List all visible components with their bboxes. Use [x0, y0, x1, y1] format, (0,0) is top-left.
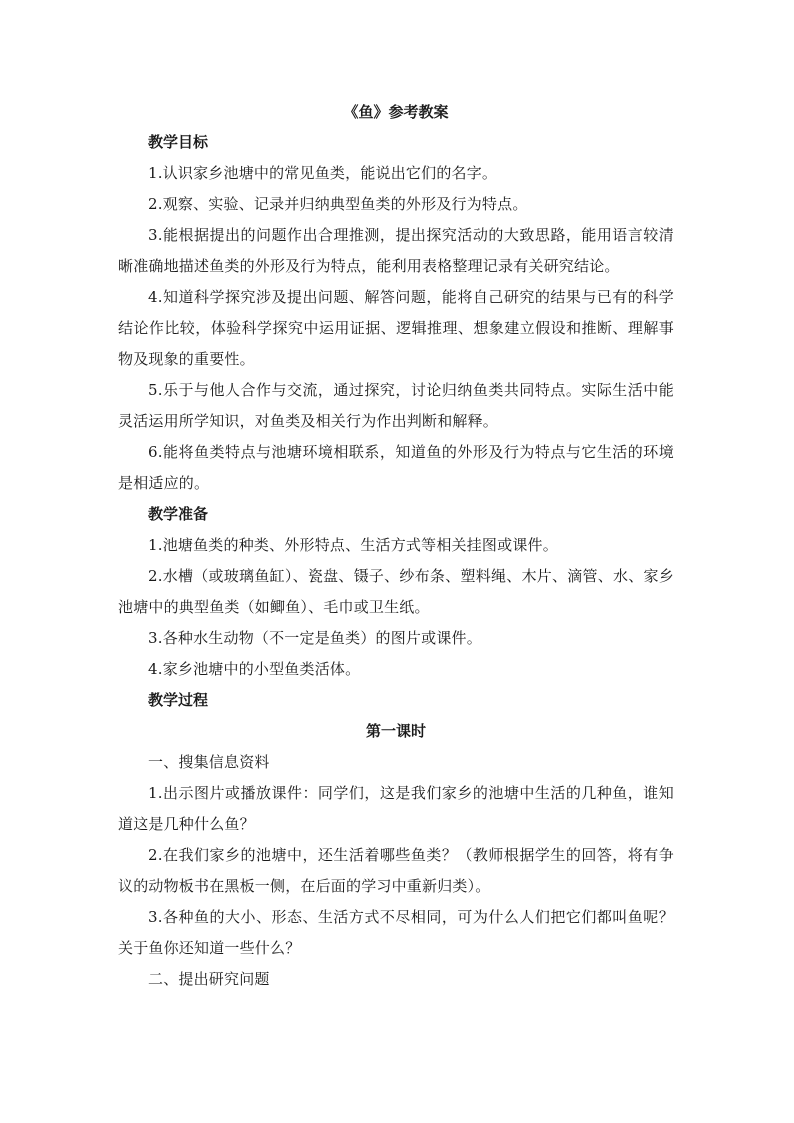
- part1-item-3: 3.各种鱼的大小、形态、生活方式不尽相同，可为什么人们把它们都叫鱼呢？关于鱼你还知道一些什么？: [118, 908, 674, 957]
- objectives-heading: 教学目标: [148, 133, 209, 151]
- objective-item-2: 2.观察、实验、记录并归纳典型鱼类的外形及行为特点。: [148, 195, 528, 213]
- document-body: [118, 98, 674, 995]
- objective-item-4: 4.知道科学探究涉及提出问题、解答问题，能将自己研究的结果与已有的科学结论作比较，体验科学探究中运用证据、逻辑推理、想象建立假设和推断、理解事物及现象的重要性。: [118, 288, 674, 368]
- preparation-item-4: 4.家乡池塘中的小型鱼类活体。: [148, 660, 361, 678]
- lesson-title: 第一课时: [365, 722, 426, 740]
- part1-item-2: 2.在我们家乡的池塘中，还生活着哪些鱼类？（教师根据学生的回答，将有争议的动物板书在黑板一侧，在后面的学习中重新归类）。: [118, 846, 674, 895]
- preparation-item-1: 1.池塘鱼类的种类、外形特点、生活方式等相关挂图或课件。: [148, 536, 558, 554]
- objective-item-6: 6.能将鱼类特点与池塘环境相联系，知道鱼的外形及行为特点与它生活的环境是相适应的。: [118, 443, 674, 492]
- part1-item-1: 1.出示图片或播放课件：同学们，这是我们家乡的池塘中生活的几种鱼，谁知道这是几种什么鱼？: [118, 784, 674, 833]
- objective-item-5: 5.乐于与他人合作与交流，通过探究，讨论归纳鱼类共同特点。实际生活中能灵活运用所学知识，对鱼类及相关行为作出判断和解释。: [118, 381, 674, 430]
- process-heading: 教学过程: [148, 691, 209, 709]
- preparation-item-3: 3.各种水生动物（不一定是鱼类）的图片或课件。: [148, 629, 482, 647]
- preparation-item-2: 2.水槽（或玻璃鱼缸）、瓷盘、镊子、纱布条、塑料绳、木片、滴管、水、家乡池塘中的典型鱼类（如鲫鱼）、毛巾或卫生纸。: [118, 567, 674, 616]
- objective-item-3: 3.能根据提出的问题作出合理推测，提出探究活动的大致思路，能用语言较清晰准确地描述鱼类的外形及行为特点，能利用表格整理记录有关研究结论。: [118, 226, 674, 275]
- page-title: 《鱼》参考教案: [343, 103, 449, 121]
- part1-heading: 一、搜集信息资料: [148, 753, 270, 771]
- preparation-heading: 教学准备: [148, 505, 209, 523]
- part2-heading: 二、提出研究问题: [148, 970, 270, 988]
- objective-item-1: 1.认识家乡池塘中的常见鱼类，能说出它们的名字。: [148, 164, 498, 182]
